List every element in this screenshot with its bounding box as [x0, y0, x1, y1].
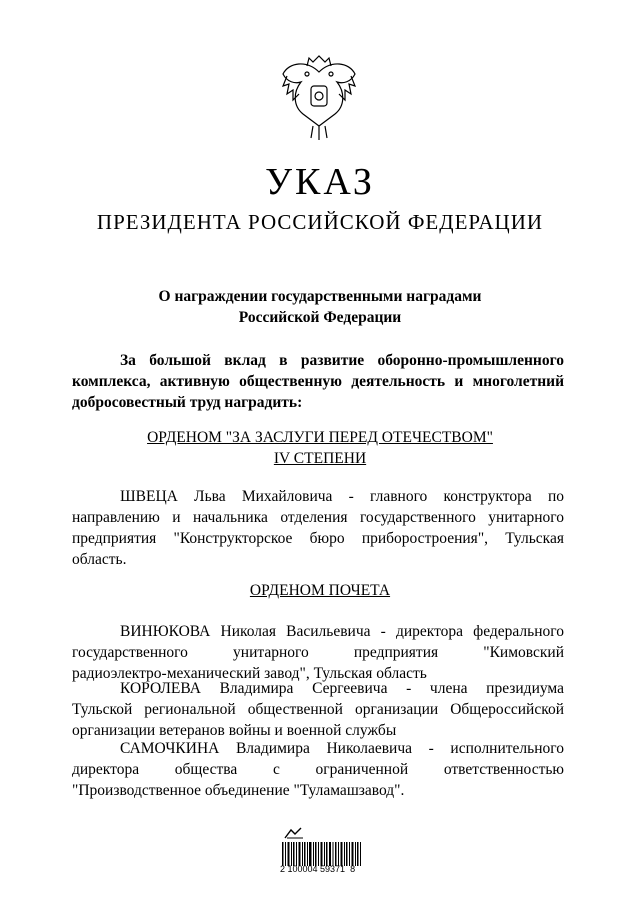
recipient-line: предприятия "Конструкторское бюро приборостроения", Тульская — [72, 530, 564, 547]
printing-mark-icon — [283, 826, 307, 840]
recipient-samochkin — [72, 738, 564, 801]
decree-heading-line1: О награждении государственными наградами — [158, 288, 482, 305]
recipient-line: государственного унитарного предприятия "Кимовский — [72, 644, 564, 661]
award-title-order-merit: ОРДЕНОМ "ЗА ЗАСЛУГИ ПЕРЕД ОТЕЧЕСТВОМ" — [147, 429, 493, 446]
intro-line: добросовестный труд наградить: — [72, 394, 303, 411]
recipient-shvets — [72, 486, 564, 570]
decree-heading-line2: Российской Федерации — [238, 309, 402, 326]
recipient-line: область. — [72, 551, 127, 568]
recipient-line: "Производственное объединение "Туламашзавод". — [72, 782, 405, 799]
recipient-line: ВИНЮКОВА Николая Васильевича - директора федерального — [120, 623, 564, 640]
award-degree: IV СТЕПЕНИ — [273, 450, 367, 467]
recipient-line: директора общества с ограниченной ответственностью — [72, 761, 564, 778]
recipient-vinyukov — [72, 621, 564, 684]
coat-of-arms-icon — [277, 52, 361, 144]
recipient-line: организации ветеранов войны и военной службы — [72, 722, 397, 739]
recipient-line: КОРОЛЕВА Владимира Сергеевича - члена президиума — [120, 680, 564, 697]
recipient-line: Тульской региональной общественной организации Общероссийской — [72, 701, 564, 718]
intro-line: За большой вклад в развитие оборонно-промышленного — [120, 352, 564, 369]
barcode-number: 2 100004 59371 8 — [280, 864, 356, 874]
barcode-icon — [282, 842, 362, 866]
recipient-korolev — [72, 678, 564, 741]
recipient-line: ШВЕЦА Льва Михайловича - главного конструктора по — [120, 488, 564, 505]
recipient-line: направлению и начальника отделения государственного унитарного — [72, 509, 564, 526]
document-type-title: УКАЗ — [265, 161, 375, 203]
recipient-line: САМОЧКИНА Владимира Николаевича - исполнительного — [120, 740, 564, 757]
issuer-subtitle: ПРЕЗИДЕНТА РОССИЙСКОЙ ФЕДЕРАЦИИ — [96, 210, 544, 234]
recipient-line: радиоэлектро-механический завод", Тульская область — [72, 665, 427, 682]
intro-line: комплекса, активную общественную деятельность и многолетний — [72, 373, 564, 390]
award-title-order-honour: ОРДЕНОМ ПОЧЕТА — [249, 582, 391, 599]
intro-paragraph — [72, 350, 564, 413]
